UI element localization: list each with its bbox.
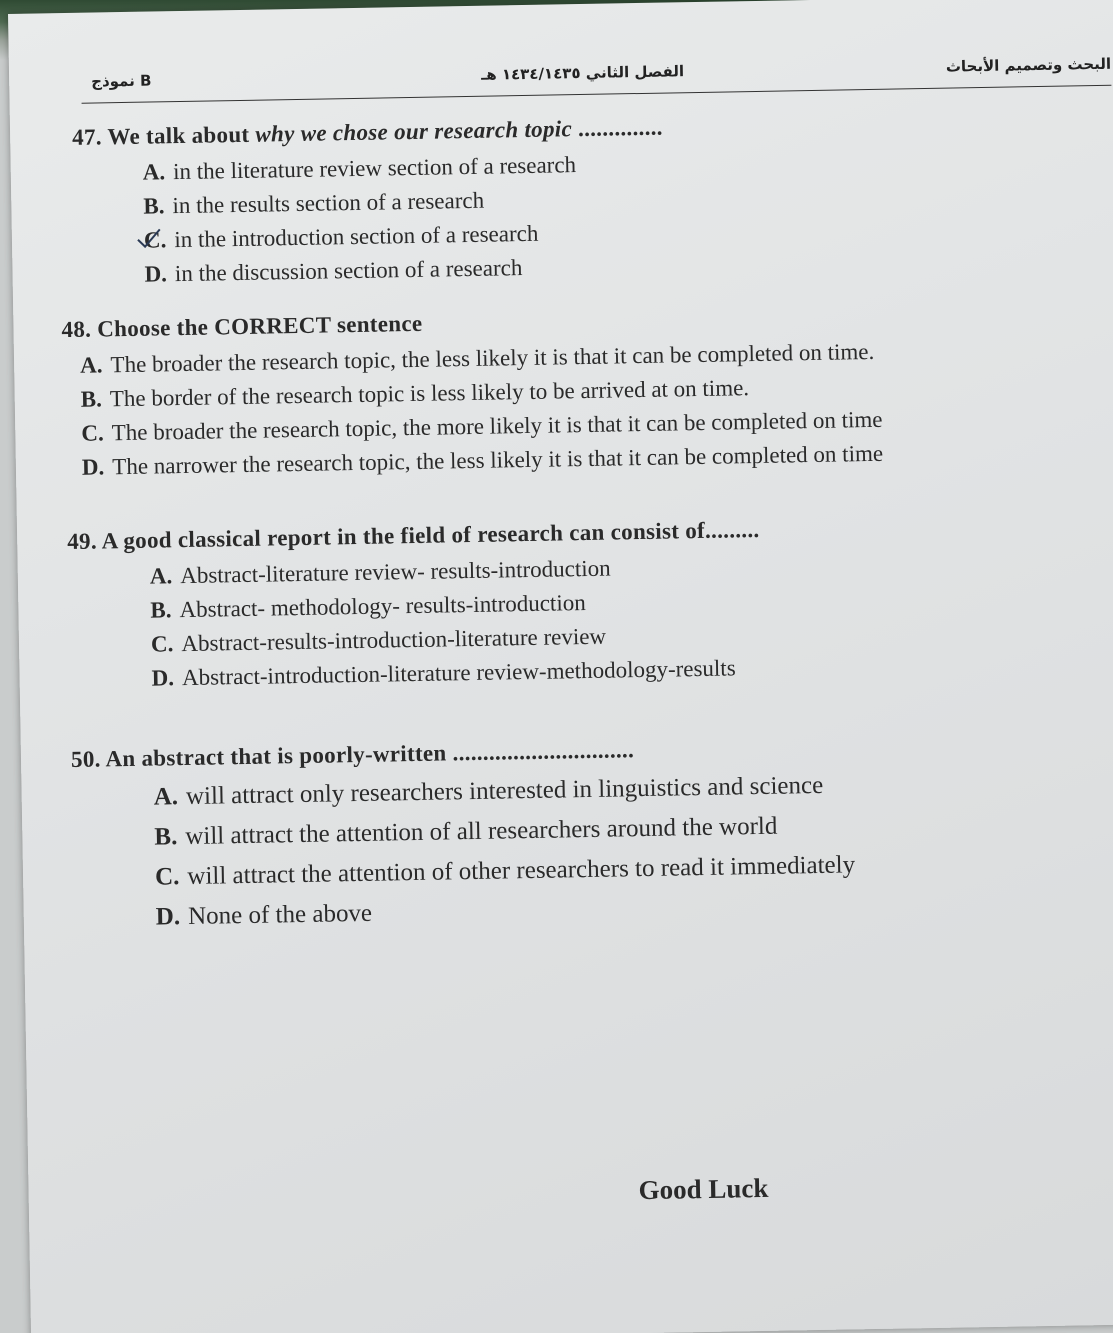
options-list	[80, 335, 884, 485]
options-list	[153, 765, 856, 937]
question-number: 49.	[66, 528, 98, 555]
option-d[interactable]: D. The narrower the research topic, the less likely it is that it can be completed on time	[81, 440, 884, 480]
option-b[interactable]: B. Abstract- methodology- results-introduction	[150, 590, 586, 623]
stem-emphasis: why we chose our research topic	[255, 116, 573, 147]
option-a[interactable]: A. Abstract-literature review- results-introduction	[149, 555, 611, 589]
option-c[interactable]: C. Abstract-results-introduction-literature review	[150, 623, 607, 657]
exam-page	[8, 0, 1113, 1333]
stem-blank: ..............	[571, 114, 663, 142]
question-stem	[67, 517, 760, 555]
option-c[interactable]: C. will attract the attention of other researchers to read it immediately	[154, 851, 856, 891]
question-stem	[72, 115, 663, 151]
option-c[interactable]: C. in the introduction section of a research	[144, 215, 665, 258]
question-47	[72, 115, 665, 293]
stem-text: An abstract that is poorly-written ..............................	[105, 737, 635, 772]
option-a[interactable]: A. in the literature review section of a research	[142, 152, 577, 185]
option-b[interactable]: B. in the results section of a research	[143, 187, 485, 219]
header-course: البحث وتصميم الأبحاث	[945, 54, 1112, 76]
question-number: 47.	[71, 124, 103, 150]
stem-text: A good classical report in the field of research can consist of.........	[101, 516, 760, 554]
option-b[interactable]: B. The border of the research topic is less likely to be arrived at on time.	[80, 375, 750, 412]
pen-checkmark-icon	[136, 227, 162, 249]
option-d[interactable]: D. Abstract-introduction-literature review-methodology-results	[151, 655, 736, 691]
option-b[interactable]: B. will attract the attention of all researchers around the world	[154, 812, 778, 851]
stem-text: Choose the CORRECT sentence	[97, 310, 423, 342]
option-a[interactable]: A. will attract only researchers interested in linguistics and science	[153, 771, 824, 811]
stem-text: We talk about	[107, 121, 256, 150]
footer-good-luck: Good Luck	[638, 1172, 769, 1206]
question-50	[71, 733, 856, 939]
question-number: 50.	[70, 746, 101, 773]
options-list	[150, 549, 763, 696]
option-d[interactable]: D. in the discussion section of a research	[144, 255, 523, 287]
header-semester: الفصل الثاني ١٤٣٤/١٤٣٥ هـ	[480, 62, 685, 84]
question-49	[67, 517, 762, 697]
options-list	[142, 147, 665, 292]
question-48	[61, 303, 883, 485]
page-header	[81, 51, 1111, 104]
option-c[interactable]: C. The broader the research topic, the more likely it is that it can be completed on time	[81, 406, 883, 446]
question-number: 48.	[61, 316, 92, 343]
option-d[interactable]: D. None of the above	[155, 899, 373, 931]
header-model: نموذج B	[91, 71, 152, 91]
option-a[interactable]: A. The broader the research topic, the less likely it is that it can be completed on time.	[79, 338, 875, 378]
